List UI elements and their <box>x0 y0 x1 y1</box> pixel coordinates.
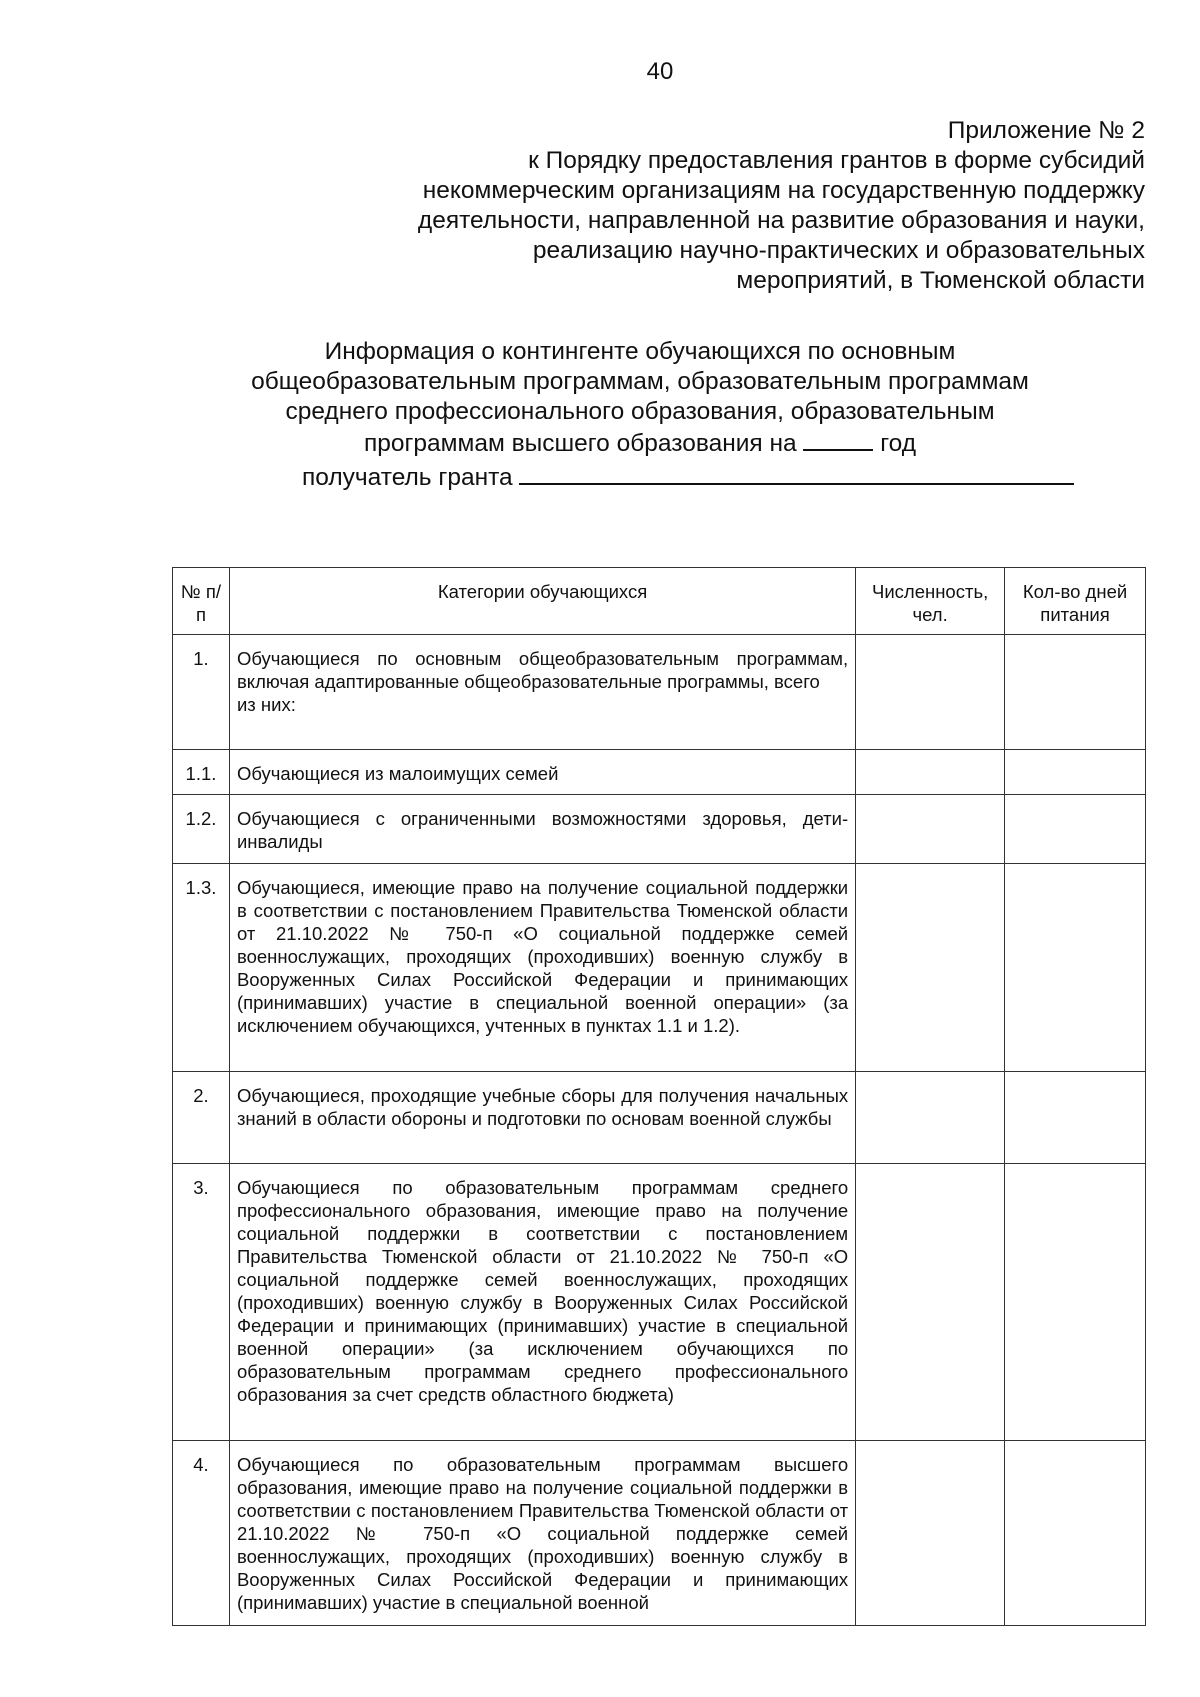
appendix-line: Приложение № 2 <box>947 117 1145 144</box>
table-row <box>173 864 1146 1072</box>
title-line: Информация о контингенте обучающихся по основным <box>324 338 956 365</box>
days-cell[interactable] <box>1005 1441 1146 1626</box>
row-category: Обучающиеся с ограниченными возможностями здоровья, дети-инвалиды <box>229 795 855 864</box>
table-row <box>173 1441 1146 1626</box>
title-line <box>240 427 1040 459</box>
count-cell[interactable] <box>856 635 1005 750</box>
header-count: Численность, чел. <box>856 568 1005 635</box>
appendix-line: к Порядку предоставления грантов в форме субсидий <box>528 147 1145 174</box>
row-number: 1. <box>173 635 230 750</box>
table-row <box>173 795 1146 864</box>
days-cell[interactable] <box>1005 1072 1146 1164</box>
count-cell[interactable] <box>856 1072 1005 1164</box>
days-cell[interactable] <box>1005 795 1146 864</box>
header-category: Категории обучающихся <box>229 568 855 635</box>
row-category <box>229 635 855 750</box>
count-cell[interactable] <box>856 864 1005 1072</box>
row-category-subtext: из них: <box>236 694 296 715</box>
days-cell[interactable] <box>1005 750 1146 795</box>
appendix-line: некоммерческим организациям на государственную поддержку <box>422 177 1145 204</box>
count-cell[interactable] <box>856 1441 1005 1626</box>
title-line: среднего профессионального образования, образовательным <box>285 398 995 425</box>
count-cell[interactable] <box>856 795 1005 864</box>
table-row <box>173 635 1146 750</box>
row-number: 3. <box>173 1164 230 1441</box>
days-cell[interactable] <box>1005 635 1146 750</box>
row-category: Обучающиеся по образовательным программам среднего профессионального образования, имеющие право на получение социальной поддержки в соответствии с постановлением Правительства Тюменской области от 21.10.2022 № 750-п «О социальной поддержке семей военнослужащих, проходящих (проходивших) военную службу в Вооруженных Силах Российской Федерации и принимающих (принимавших) участие в специальной военной операции» (за исключением обучающихся по образовательным программам среднего профессионального образования за счет средств областного бюджета) <box>229 1164 855 1441</box>
table-row <box>173 1164 1146 1441</box>
grant-recipient-line <box>302 461 1074 493</box>
contingent-table <box>172 567 1146 1626</box>
year-blank[interactable] <box>803 427 873 451</box>
table-row <box>173 750 1146 795</box>
row-number: 1.2. <box>173 795 230 864</box>
row-category: Обучающиеся, имеющие право на получение социальной поддержки в соответствии с постановлением Правительства Тюменской области от 21.10.2022 № 750-п «О социальной поддержке семей военнослужащих, проходящих (проходивших) военную службу в Вооруженных Силах Российской Федерации и принимающих (принимавших) участие в специальной военной операции» (за исключением обучающихся, учтенных в пунктах 1.1 и 1.2). <box>229 864 855 1072</box>
row-number: 1.1. <box>173 750 230 795</box>
header-days: Кол-во дней питания <box>1005 568 1146 635</box>
count-cell[interactable] <box>856 1164 1005 1441</box>
days-cell[interactable] <box>1005 864 1146 1072</box>
recipient-blank[interactable] <box>519 461 1074 485</box>
row-number: 2. <box>173 1072 230 1164</box>
row-category: Обучающиеся, проходящие учебные сборы для получения начальных знаний в области обороны и подготовки по основам военной службы <box>229 1072 855 1164</box>
count-cell[interactable] <box>856 750 1005 795</box>
recipient-label: получатель гранта <box>302 464 513 491</box>
page-number: 40 <box>646 58 674 85</box>
title-line-text: программам высшего образования на <box>363 430 797 457</box>
row-category: Обучающиеся из малоимущих семей <box>229 750 855 795</box>
row-category-text: Обучающиеся по основным общеобразовательным программам, включая адаптированные общеобразовательные программы, всего <box>236 648 849 692</box>
table-header-row <box>173 568 1146 635</box>
header-num: № п/п <box>173 568 230 635</box>
row-number: 1.3. <box>173 864 230 1072</box>
document-title <box>240 337 1040 459</box>
row-number: 4. <box>173 1441 230 1626</box>
appendix-line: деятельности, направленной на развитие образования и науки, <box>417 207 1145 234</box>
title-line: общеобразовательным программам, образовательным программам <box>251 368 1029 395</box>
table-row <box>173 1072 1146 1164</box>
row-category: Обучающиеся по образовательным программам высшего образования, имеющие право на получение социальной поддержки в соответствии с постановлением Правительства Тюменской области от 21.10.2022 № 750-п «О социальной поддержке семей военнослужащих, проходящих (проходивших) военную службу в Вооруженных Силах Российской Федерации и принимающих (принимавших) участие в специальной военной <box>229 1441 855 1626</box>
days-cell[interactable] <box>1005 1164 1146 1441</box>
appendix-line: реализацию научно-практических и образовательных <box>532 237 1145 264</box>
title-line-end: год <box>880 430 917 457</box>
appendix-line: мероприятий, в Тюменской области <box>736 267 1145 294</box>
appendix-header <box>325 116 1145 296</box>
